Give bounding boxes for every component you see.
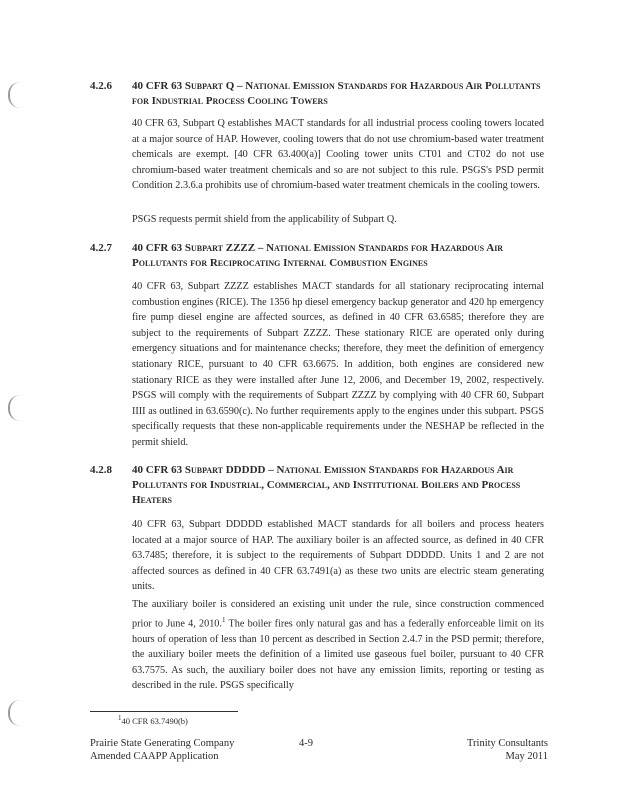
footnote-ref: 1 xyxy=(221,615,226,624)
binder-hole-bottom xyxy=(8,700,24,726)
section-number: 4.2.8 xyxy=(90,464,112,476)
binder-hole-middle xyxy=(8,395,24,421)
section-heading: 40 CFR 63 Subpart DDDDD – National Emission Standards for Hazardous Air Pollutants for Industrial, Commercial, and Institutional Boilers and Process Heaters xyxy=(132,464,521,506)
footer-left xyxy=(90,737,234,763)
section-heading: 40 CFR 63 Subpart Q – National Emission Standards for Hazardous Air Pollutants for Industrial Process Cooling Towers xyxy=(132,80,541,107)
paragraph-text: The auxiliary boiler is considered an existing unit under the rule, since construction commenced prior to June 4, 2010. xyxy=(132,599,544,629)
footer-doc: Amended CAAPP Application xyxy=(90,751,219,762)
footer-company: Prairie State Generating Company xyxy=(90,738,235,749)
paragraph: 40 CFR 63, Subpart Q establishes MACT standards for all industrial process cooling towers located at a major source of HAP. However, cooling towers that do not use chromium-based water treatment chemicals are exempt. [40 CFR 63.400(a)] Cooling tower units CT01 and CT02 do not use chromium-based water treatment chemicals and so are not subject to this rule. PSGS's PSD permit Condition 2.3.6.a prohibits use of chromium-based water treatment chemicals in the cooling towers. xyxy=(132,118,544,192)
section-number: 4.2.7 xyxy=(90,242,112,254)
paragraph: 40 CFR 63, Subpart ZZZZ establishes MACT standards for all stationary reciprocating internal combustion engines (RICE). The 1356 hp diesel emergency backup generator and 420 hp emergency fire pump diesel engine are affected sources, as defined in 40 CFR 63.6585; therefore they are subject to the requirements of Subpart ZZZZ. These stationary RICE are operated only during emergency situations and for maintenance checks; therefore, they meet the definition of emergency stationary RICE, pursuant to 40 CFR 63.6675. In addition, both engines are considered new stationary RICE as they were installed after June 12, 2006, and December 19, 2002, respectively. PSGS will comply with the requirements of Subpart ZZZZ by complying with 40 CFR 60, Subpart IIII as outlined in 63.6590(c). No further requirements apply to the engines under this subpart. PSGS specifically requests that these non-applicable requirements under the NESHAP be reflected in the permit shield. xyxy=(132,281,544,448)
footer-date: May 2011 xyxy=(505,751,548,762)
paragraph: 40 CFR 63, Subpart DDDDD established MACT standards for all boilers and process heaters located at a major source of HAP. The auxiliary boiler is an affected source, as defined in 40 CFR 63.7485; therefore, it is subject to the requirements of Subpart DDDDD. Units 1 and 2 are not affected sources as defined in 40 CFR 63.7491(a) as these two units are electric steam generating units. xyxy=(132,519,544,593)
footnote-mark: 1 xyxy=(118,714,122,722)
paragraph: PSGS requests permit shield from the applicability of Subpart Q. xyxy=(132,214,397,225)
section-number: 4.2.6 xyxy=(90,80,112,92)
section-heading: 40 CFR 63 Subpart ZZZZ – National Emission Standards for Hazardous Air Pollutants for Reciprocating Internal Combustion Engines xyxy=(132,242,504,269)
footer-firm: Trinity Consultants xyxy=(466,738,548,749)
footnote-text: 40 CFR 63.7490(b) xyxy=(121,715,188,726)
footnote-rule xyxy=(90,711,238,712)
binder-hole-top xyxy=(8,82,24,108)
footer-right xyxy=(467,737,548,763)
page-number: 4-9 xyxy=(299,738,313,749)
paragraph xyxy=(132,597,544,694)
footnote xyxy=(118,714,188,726)
paragraph-text: The boiler fires only natural gas and has a federally enforceable limit on its hours of operation of less than 10 percent as described in Section 2.4.7 in the PSD permit; therefore, the auxiliary boiler meets the definition of a limited use gaseous fuel boiler, pursuant to 40 CFR 63.7575. As such, the auxiliary boiler does not have any emission limits, reporting or testing as described in the rule. PSGS specifically xyxy=(132,617,544,692)
